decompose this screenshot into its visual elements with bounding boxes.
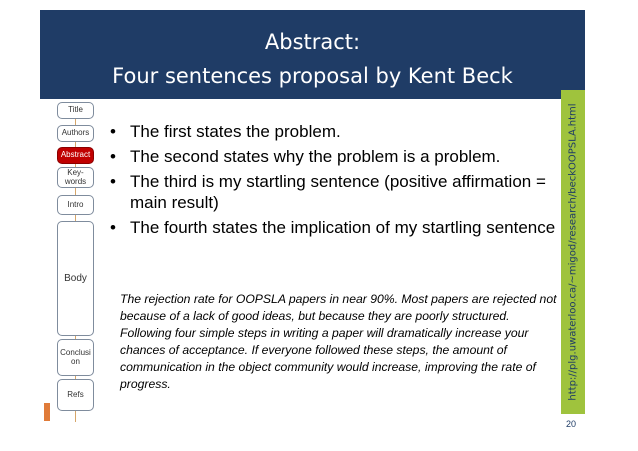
nav-item-authors[interactable]: Authors [57, 125, 94, 142]
nav-item-intro[interactable]: Intro [57, 195, 94, 215]
source-url-link[interactable]: http://plg.uwaterloo.ca/~migod/research/beckOOPSLA.html [567, 103, 579, 401]
bullet-item: • The first states the problem. [110, 121, 558, 142]
nav-item-body[interactable]: Body [57, 221, 94, 336]
nav-item-abstract[interactable]: Abstract [57, 147, 94, 164]
slide-subtitle: Four sentences proposal by Kent Beck [112, 64, 513, 88]
slide-title: Abstract: [264, 30, 361, 54]
page-number: 20 [566, 419, 577, 429]
bullet-list [110, 121, 558, 242]
bullet-item: • The fourth states the implication of my startling sentence [110, 217, 558, 238]
nav-item-title[interactable]: Title [57, 102, 94, 119]
side-url-bar [561, 90, 585, 414]
bullet-item: • The second states why the problem is a problem. [110, 146, 558, 167]
nav-item-keywords[interactable]: Key- words [57, 167, 94, 188]
abstract-example-text: The rejection rate for OOPSLA papers in near 90%. Most papers are rejected not because of a lack of good ideas, but because they are poorly structured. Following four simple steps in writing a paper will dramatically increase your chances of acceptance. If everyone followed these steps, the amount of communication in the object community would increase, improving the rate of progress. [120, 292, 557, 391]
slide-header [40, 10, 585, 99]
nav-item-refs[interactable]: Refs [57, 379, 94, 411]
bullet-item: • The third is my startling sentence (positive affirmation = main result) [110, 171, 558, 213]
accent-bar [44, 403, 50, 421]
nav-item-conclusion[interactable]: Conclusi on [57, 339, 94, 376]
